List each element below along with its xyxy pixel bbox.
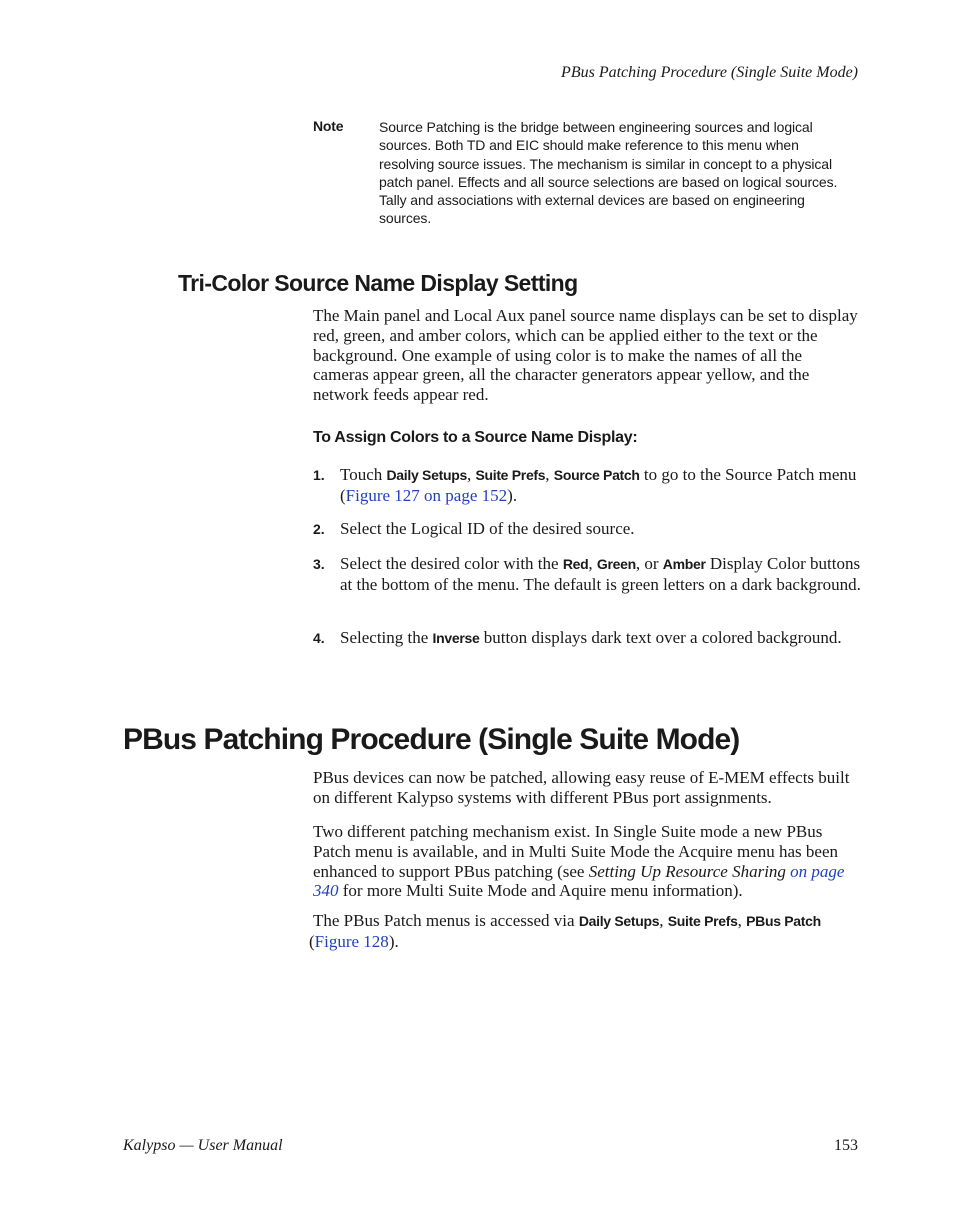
paragraph-text-part: for more Multi Suite Mode and Aquire menu information). bbox=[338, 881, 743, 901]
step-number: 1. bbox=[313, 467, 325, 483]
step-text-part: Display Color buttons at the bottom of the menu. The default is green letters on a dark background. bbox=[340, 554, 861, 594]
step-3 bbox=[313, 554, 861, 595]
separator: , bbox=[466, 465, 476, 484]
step-text bbox=[340, 465, 861, 506]
paragraph-text-part: The PBus Patch menus is accessed via bbox=[313, 911, 579, 930]
paragraph-text-part: Two different patching mechanism exist. In Single Suite mode a new PBus Patch menu is available, and in Multi Suite Mode the Acquire menu has been enhanced to support PBus patching (see bbox=[313, 822, 838, 881]
step-text-part: ). bbox=[507, 485, 518, 505]
ui-term-daily-setups: Daily Setups bbox=[578, 913, 660, 929]
step-text bbox=[340, 554, 861, 595]
step-number: 3. bbox=[313, 556, 325, 572]
note-text: Source Patching is the bridge between engineering sources and logical sources. Both TD and EIC should make reference to this menu when resolving source issues. The mechanism is similar in concept to a physical patch panel. Effects and all source selections are based on logical sources. Tally and associations with external devices are based on engineering sources. bbox=[379, 119, 838, 227]
step-text-part: to go to the Source Patch menu ( bbox=[340, 465, 857, 505]
step-text-part: Select the desired color with the bbox=[340, 554, 563, 573]
ui-term-daily-setups: Daily Setups bbox=[386, 467, 467, 483]
footer-manual-title: Kalypso — User Manual bbox=[123, 1137, 283, 1154]
pbus-paragraph-3 bbox=[309, 911, 861, 952]
ui-term-suite-prefs: Suite Prefs bbox=[667, 913, 738, 929]
step-text-part: Touch bbox=[340, 465, 387, 484]
step-text-part: Selecting the bbox=[340, 628, 433, 647]
section-heading-pbus-patching: PBus Patching Procedure (Single Suite Mode) bbox=[123, 723, 740, 756]
step-1 bbox=[313, 465, 861, 506]
separator: , bbox=[588, 554, 597, 573]
ui-term-pbus-patch: PBus Patch bbox=[746, 913, 821, 929]
pbus-paragraph-2 bbox=[313, 822, 861, 901]
section-heading-tri-color: Tri-Color Source Name Display Setting bbox=[178, 270, 578, 296]
ui-term-source-patch: Source Patch bbox=[553, 467, 640, 483]
running-header: PBus Patching Procedure (Single Suite Mode) bbox=[561, 64, 858, 81]
link-page-340[interactable]: on page 340 bbox=[313, 861, 845, 901]
step-text bbox=[340, 628, 861, 649]
step-4 bbox=[313, 628, 861, 649]
paragraph-text-part: ). bbox=[388, 931, 399, 951]
footer-page-number: 153 bbox=[834, 1137, 858, 1154]
ui-term-red: Red bbox=[562, 556, 589, 572]
step-text-part: button displays dark text over a colored background. bbox=[479, 628, 842, 647]
paragraph-text-part: ( bbox=[309, 931, 315, 951]
ui-term-inverse: Inverse bbox=[432, 630, 480, 646]
link-figure-128[interactable]: Figure 128 bbox=[314, 931, 389, 951]
step-2 bbox=[313, 519, 861, 539]
separator: , or bbox=[635, 554, 663, 573]
separator: , bbox=[737, 911, 747, 930]
step-number: 2. bbox=[313, 521, 325, 537]
tri-color-paragraph: The Main panel and Local Aux panel source name displays can be set to display red, green, and amber colors, which can be applied either to the text or the background. One example of using color is to make the names of all the cameras appear green, all the character generators appear yellow, and the network feeds appear red. bbox=[313, 306, 858, 405]
ui-term-green: Green bbox=[596, 556, 636, 572]
cross-reference-title: Setting Up Resource Sharing bbox=[588, 861, 786, 881]
ui-term-amber: Amber bbox=[662, 556, 706, 572]
separator: , bbox=[659, 911, 668, 930]
step-text: Select the Logical ID of the desired source. bbox=[340, 519, 635, 538]
step-number: 4. bbox=[313, 630, 325, 646]
link-figure-127[interactable]: Figure 127 on page 152 bbox=[345, 485, 508, 505]
note-label: Note bbox=[313, 118, 344, 134]
separator: , bbox=[545, 465, 554, 484]
procedure-heading: To Assign Colors to a Source Name Display: bbox=[313, 429, 638, 446]
ui-term-suite-prefs: Suite Prefs bbox=[475, 467, 546, 483]
pbus-paragraph-1: PBus devices can now be patched, allowing easy reuse of E-MEM effects built on different Kalypso systems with different PBus port assignments. bbox=[313, 768, 850, 807]
